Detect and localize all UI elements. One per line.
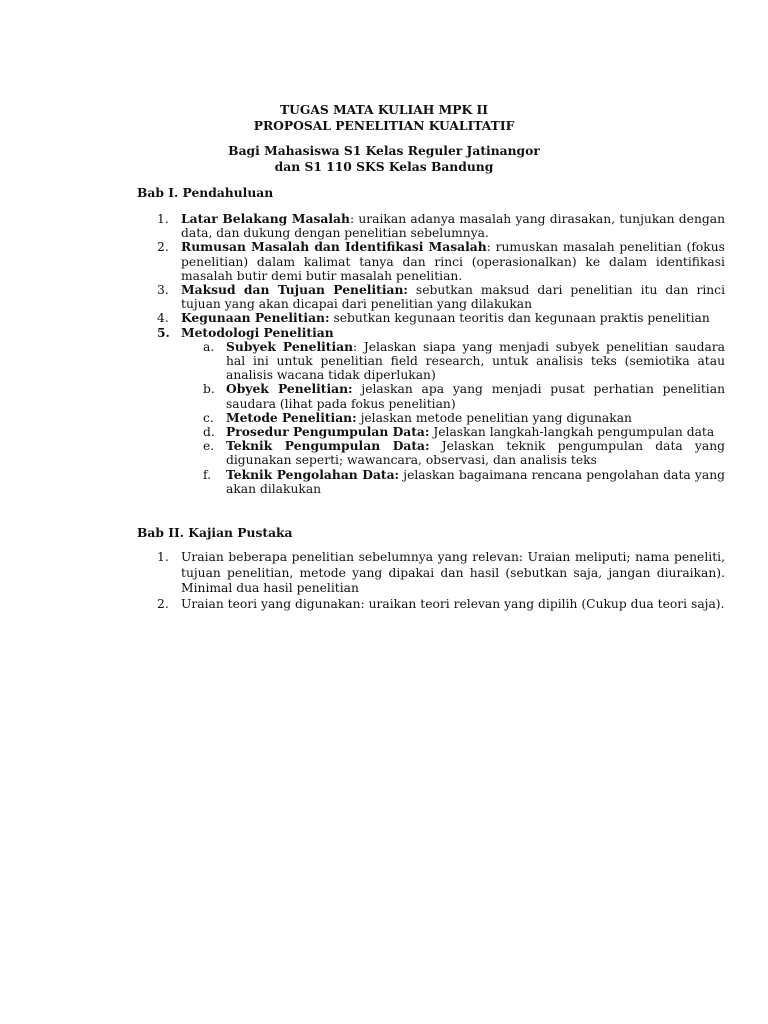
list-number: 2. (157, 240, 169, 255)
list-number: 3. (157, 283, 169, 298)
item-text: Uraian teori yang digunakan: uraikan teori relevan yang dipilih (Cukup dua teori saja). (181, 596, 725, 611)
item-term: Kegunaan Penelitian: (181, 310, 330, 326)
item-term: Prosedur Pengumpulan Data: (226, 424, 430, 440)
subtitle-line-2: dan S1 110 SKS Kelas Bandung (274, 158, 494, 174)
list-item (137, 283, 725, 311)
list-number: 1. (157, 550, 169, 564)
sublist-item (181, 382, 725, 410)
item-text: jelaskan bagaimana rencana pengolahan data yang akan dilakukan (226, 467, 725, 496)
sublist-item (181, 425, 725, 439)
item-text: sebutkan kegunaan teoritis dan kegunaan praktis penelitian (329, 311, 710, 326)
sublist-item (181, 411, 725, 425)
item-text: Jelaskan langkah-langkah pengumpulan data (429, 425, 715, 440)
sublist-letter: a. (203, 339, 215, 354)
sublist-letter: f. (203, 467, 212, 482)
item-term: Metodologi Penelitian (181, 324, 334, 340)
item-term: Teknik Pengolahan Data: (226, 466, 400, 482)
document-subtitle (0, 143, 768, 174)
list-number: 1. (157, 212, 169, 226)
sublist-item (181, 439, 725, 467)
list-number: 5. (157, 324, 170, 340)
item-text: sebutkan maksud dari penelitian itu dan rinci tujuan yang akan dicapai dari penelitian yang dilakukan (181, 283, 725, 312)
document-title (0, 102, 768, 133)
item-text: jelaskan apa yang menjadi pusat perhatian penelitian saudara (lihat pada fokus penelitian) (226, 382, 725, 411)
item-term: Obyek Penelitian: (226, 381, 353, 397)
list-item (137, 550, 725, 597)
item-term: Rumusan Masalah dan Identifikasi Masalah (181, 239, 487, 255)
item-term: Subyek Penelitian (226, 338, 354, 354)
item-term: Maksud dan Tujuan Penelitian: (181, 282, 408, 298)
sublist-letter: d. (203, 425, 215, 440)
list-item (137, 212, 725, 240)
list-item (137, 326, 725, 496)
sublist-letter: e. (203, 439, 215, 454)
subtitle-line-1: Bagi Mahasiswa S1 Kelas Reguler Jatinangor (228, 143, 540, 158)
item-text: Uraian beberapa penelitian sebelumnya yang relevan: Uraian meliputi; nama peneliti, tujuan penelitian, metode yang dipakai dan hasil (sebutkan saja, jangan diuraikan). Minimal dua hasil penelitian (181, 550, 725, 595)
item-term: Teknik Pengumpulan Data: (226, 438, 430, 454)
item-text: Jelaskan teknik pengumpulan data yang digunakan seperti; wawancara, observasi, dan analisis teks (226, 439, 726, 468)
bab1-heading: Bab I. Pendahuluan (137, 185, 274, 200)
sublist-letter: c. (203, 410, 214, 425)
bab1-list (137, 212, 725, 496)
item-term: Latar Belakang Masalah (181, 211, 350, 226)
list-number: 4. (157, 311, 169, 326)
sublist-letter: b. (203, 382, 215, 397)
sublist-item (181, 340, 725, 383)
list-item (137, 597, 725, 613)
list-item (137, 240, 725, 283)
item-text: : uraikan adanya masalah yang dirasakan, tunjukan dengan data, dan dukung dengan penelitian sebelumnya. (181, 212, 725, 241)
title-line-1: TUGAS MATA KULIAH MPK II (279, 102, 488, 117)
methodology-sublist (181, 340, 725, 496)
item-text: : rumuskan masalah penelitian (fokus penelitian) dalam kalimat tanya dan rinci (operasionalkan) ke dalam identifikasi masalah butir demi butir masalah penelitian. (181, 240, 725, 283)
item-term: Metode Penelitian: (226, 409, 357, 425)
list-number: 2. (157, 596, 169, 611)
item-text: jelaskan metode penelitian yang digunakan (356, 410, 632, 425)
bab2-list (137, 550, 725, 612)
list-item (137, 311, 725, 325)
item-text: : Jelaskan siapa yang menjadi subyek penelitian saudara hal ini untuk penelitian field research, untuk analisis teks (semiotika atau analisis wacana tidak diperlukan) (226, 339, 726, 383)
sublist-item (181, 468, 725, 496)
title-line-2: PROPOSAL PENELITIAN KUALITATIF (253, 117, 515, 133)
bab2-heading: Bab II. Kajian Pustaka (137, 525, 293, 540)
